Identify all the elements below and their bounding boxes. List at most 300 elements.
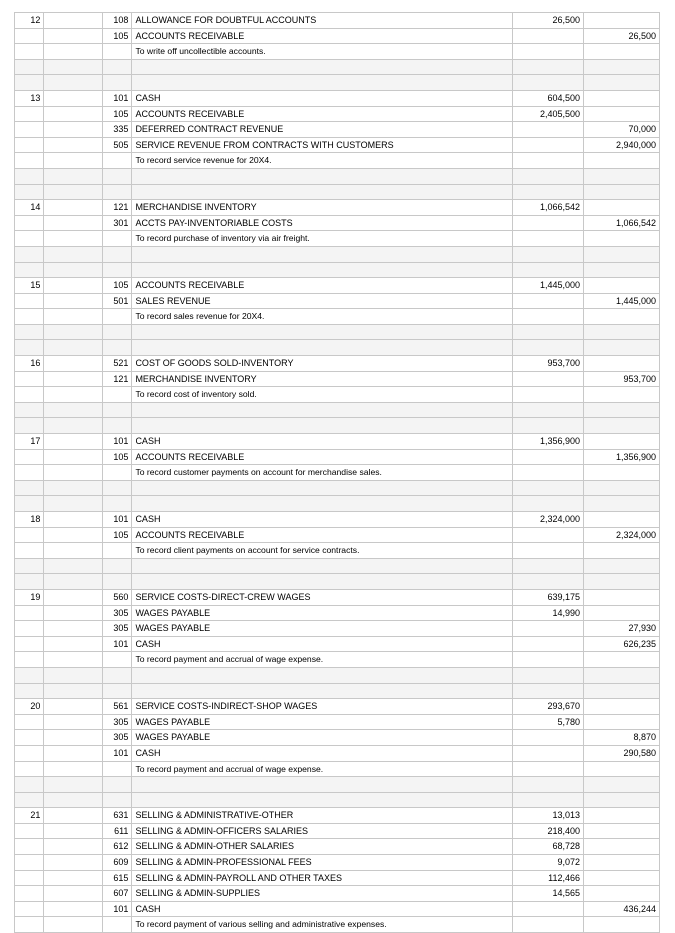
account-description-cell[interactable]: SELLING & ADMIN-PAYROLL AND OTHER TAXES bbox=[132, 870, 513, 886]
blank-cell[interactable] bbox=[44, 636, 103, 652]
blank-cell[interactable] bbox=[513, 402, 584, 418]
account-description-cell[interactable]: SERVICE COSTS-INDIRECT-SHOP WAGES bbox=[132, 699, 513, 715]
account-number-cell[interactable]: 101 bbox=[103, 901, 132, 917]
account-number-cell[interactable]: 105 bbox=[103, 527, 132, 543]
entry-number-cell[interactable] bbox=[15, 855, 44, 871]
blank-cell[interactable] bbox=[44, 839, 103, 855]
memo-cell[interactable]: To record cost of inventory sold. bbox=[132, 387, 513, 403]
blank-cell[interactable] bbox=[513, 75, 584, 91]
debit-cell[interactable] bbox=[513, 44, 584, 60]
entry-number-cell[interactable] bbox=[15, 714, 44, 730]
credit-cell[interactable]: 1,356,900 bbox=[584, 449, 660, 465]
blank-cell[interactable] bbox=[44, 402, 103, 418]
blank-cell[interactable] bbox=[584, 777, 660, 793]
account-description-cell[interactable]: ACCOUNTS RECEIVABLE bbox=[132, 106, 513, 122]
blank-cell[interactable] bbox=[103, 246, 132, 262]
account-number-cell[interactable]: 631 bbox=[103, 808, 132, 824]
debit-cell[interactable]: 26,500 bbox=[513, 13, 584, 29]
entry-number-cell[interactable] bbox=[15, 917, 44, 933]
entry-number-cell[interactable] bbox=[15, 652, 44, 668]
credit-cell[interactable] bbox=[584, 200, 660, 216]
account-description-cell[interactable]: ACCOUNTS RECEIVABLE bbox=[132, 527, 513, 543]
blank-cell[interactable] bbox=[44, 823, 103, 839]
blank-cell[interactable] bbox=[132, 59, 513, 75]
account-number-cell[interactable]: 611 bbox=[103, 823, 132, 839]
account-description-cell[interactable]: CASH bbox=[132, 901, 513, 917]
blank-cell[interactable] bbox=[132, 777, 513, 793]
account-number-cell[interactable]: 521 bbox=[103, 356, 132, 372]
blank-cell[interactable] bbox=[44, 558, 103, 574]
blank-cell[interactable] bbox=[103, 324, 132, 340]
credit-cell[interactable] bbox=[584, 605, 660, 621]
debit-cell[interactable] bbox=[513, 652, 584, 668]
entry-number-cell[interactable] bbox=[15, 371, 44, 387]
blank-cell[interactable] bbox=[132, 324, 513, 340]
blank-cell[interactable] bbox=[44, 215, 103, 231]
entry-number-cell[interactable] bbox=[15, 605, 44, 621]
blank-cell[interactable] bbox=[132, 558, 513, 574]
account-description-cell[interactable]: WAGES PAYABLE bbox=[132, 621, 513, 637]
account-description-cell[interactable]: MERCHANDISE INVENTORY bbox=[132, 200, 513, 216]
blank-cell[interactable] bbox=[44, 13, 103, 29]
blank-cell[interactable] bbox=[44, 745, 103, 761]
credit-cell[interactable]: 70,000 bbox=[584, 122, 660, 138]
blank-cell[interactable] bbox=[44, 59, 103, 75]
entry-number-cell[interactable] bbox=[15, 636, 44, 652]
blank-cell[interactable] bbox=[44, 870, 103, 886]
account-number-cell[interactable]: 121 bbox=[103, 200, 132, 216]
credit-cell[interactable] bbox=[584, 231, 660, 247]
blank-cell[interactable] bbox=[44, 917, 103, 933]
entry-number-cell[interactable] bbox=[15, 44, 44, 60]
blank-cell[interactable] bbox=[44, 184, 103, 200]
account-number-cell[interactable]: 501 bbox=[103, 293, 132, 309]
entry-number-cell[interactable]: 13 bbox=[15, 90, 44, 106]
blank-cell[interactable] bbox=[44, 246, 103, 262]
blank-cell[interactable] bbox=[513, 324, 584, 340]
account-number-cell[interactable]: 335 bbox=[103, 122, 132, 138]
blank-cell[interactable] bbox=[44, 137, 103, 153]
debit-cell[interactable] bbox=[513, 761, 584, 777]
debit-cell[interactable] bbox=[513, 293, 584, 309]
blank-cell[interactable] bbox=[513, 777, 584, 793]
entry-number-cell[interactable]: 14 bbox=[15, 200, 44, 216]
memo-cell[interactable]: To record payment and accrual of wage expense. bbox=[132, 761, 513, 777]
blank-cell[interactable] bbox=[132, 262, 513, 278]
blank-cell[interactable] bbox=[584, 402, 660, 418]
blank-cell[interactable] bbox=[44, 44, 103, 60]
blank-cell[interactable] bbox=[44, 356, 103, 372]
account-number-cell[interactable] bbox=[103, 309, 132, 325]
entry-number-cell[interactable] bbox=[15, 730, 44, 746]
credit-cell[interactable] bbox=[584, 823, 660, 839]
blank-cell[interactable] bbox=[44, 90, 103, 106]
account-number-cell[interactable]: 305 bbox=[103, 621, 132, 637]
account-number-cell[interactable]: 607 bbox=[103, 886, 132, 902]
entry-number-cell[interactable] bbox=[15, 28, 44, 44]
account-number-cell[interactable]: 505 bbox=[103, 137, 132, 153]
blank-cell[interactable] bbox=[44, 387, 103, 403]
account-description-cell[interactable]: ACCOUNTS RECEIVABLE bbox=[132, 449, 513, 465]
account-description-cell[interactable]: WAGES PAYABLE bbox=[132, 730, 513, 746]
account-number-cell[interactable]: 101 bbox=[103, 90, 132, 106]
account-description-cell[interactable]: WAGES PAYABLE bbox=[132, 605, 513, 621]
blank-cell[interactable] bbox=[44, 168, 103, 184]
blank-cell[interactable] bbox=[15, 184, 44, 200]
blank-cell[interactable] bbox=[44, 293, 103, 309]
entry-number-cell[interactable] bbox=[15, 122, 44, 138]
debit-cell[interactable]: 639,175 bbox=[513, 589, 584, 605]
credit-cell[interactable]: 1,445,000 bbox=[584, 293, 660, 309]
blank-cell[interactable] bbox=[513, 558, 584, 574]
account-number-cell[interactable] bbox=[103, 465, 132, 481]
blank-cell[interactable] bbox=[15, 75, 44, 91]
blank-cell[interactable] bbox=[44, 480, 103, 496]
blank-cell[interactable] bbox=[44, 855, 103, 871]
blank-cell[interactable] bbox=[103, 558, 132, 574]
account-description-cell[interactable]: WAGES PAYABLE bbox=[132, 714, 513, 730]
entry-number-cell[interactable] bbox=[15, 153, 44, 169]
entry-number-cell[interactable] bbox=[15, 231, 44, 247]
entry-number-cell[interactable] bbox=[15, 761, 44, 777]
blank-cell[interactable] bbox=[103, 340, 132, 356]
blank-cell[interactable] bbox=[15, 262, 44, 278]
blank-cell[interactable] bbox=[44, 75, 103, 91]
credit-cell[interactable] bbox=[584, 870, 660, 886]
debit-cell[interactable]: 14,990 bbox=[513, 605, 584, 621]
credit-cell[interactable]: 27,930 bbox=[584, 621, 660, 637]
debit-cell[interactable]: 953,700 bbox=[513, 356, 584, 372]
account-description-cell[interactable]: COST OF GOODS SOLD-INVENTORY bbox=[132, 356, 513, 372]
blank-cell[interactable] bbox=[103, 168, 132, 184]
blank-cell[interactable] bbox=[44, 527, 103, 543]
account-number-cell[interactable] bbox=[103, 44, 132, 60]
memo-cell[interactable]: To record client payments on account for service contracts. bbox=[132, 543, 513, 559]
account-description-cell[interactable]: MERCHANDISE INVENTORY bbox=[132, 371, 513, 387]
blank-cell[interactable] bbox=[15, 683, 44, 699]
entry-number-cell[interactable] bbox=[15, 106, 44, 122]
blank-cell[interactable] bbox=[15, 558, 44, 574]
blank-cell[interactable] bbox=[103, 574, 132, 590]
memo-cell[interactable]: To record payment of various selling and administrative expenses. bbox=[132, 917, 513, 933]
debit-cell[interactable]: 604,500 bbox=[513, 90, 584, 106]
account-number-cell[interactable]: 101 bbox=[103, 636, 132, 652]
blank-cell[interactable] bbox=[584, 792, 660, 808]
memo-cell[interactable]: To record purchase of inventory via air freight. bbox=[132, 231, 513, 247]
blank-cell[interactable] bbox=[44, 589, 103, 605]
account-number-cell[interactable]: 561 bbox=[103, 699, 132, 715]
blank-cell[interactable] bbox=[103, 683, 132, 699]
account-number-cell[interactable] bbox=[103, 652, 132, 668]
debit-cell[interactable]: 1,066,542 bbox=[513, 200, 584, 216]
account-number-cell[interactable] bbox=[103, 231, 132, 247]
debit-cell[interactable] bbox=[513, 527, 584, 543]
debit-cell[interactable] bbox=[513, 371, 584, 387]
credit-cell[interactable] bbox=[584, 309, 660, 325]
blank-cell[interactable] bbox=[103, 480, 132, 496]
debit-cell[interactable] bbox=[513, 231, 584, 247]
blank-cell[interactable] bbox=[44, 652, 103, 668]
debit-cell[interactable] bbox=[513, 137, 584, 153]
credit-cell[interactable]: 2,324,000 bbox=[584, 527, 660, 543]
blank-cell[interactable] bbox=[132, 574, 513, 590]
blank-cell[interactable] bbox=[44, 667, 103, 683]
entry-number-cell[interactable] bbox=[15, 465, 44, 481]
account-description-cell[interactable]: SELLING & ADMIN-SUPPLIES bbox=[132, 886, 513, 902]
blank-cell[interactable] bbox=[44, 434, 103, 450]
blank-cell[interactable] bbox=[132, 667, 513, 683]
account-number-cell[interactable]: 101 bbox=[103, 512, 132, 528]
credit-cell[interactable] bbox=[584, 44, 660, 60]
entry-number-cell[interactable] bbox=[15, 137, 44, 153]
account-description-cell[interactable]: CASH bbox=[132, 512, 513, 528]
account-number-cell[interactable]: 105 bbox=[103, 28, 132, 44]
entry-number-cell[interactable] bbox=[15, 870, 44, 886]
blank-cell[interactable] bbox=[103, 792, 132, 808]
blank-cell[interactable] bbox=[584, 667, 660, 683]
blank-cell[interactable] bbox=[132, 246, 513, 262]
blank-cell[interactable] bbox=[15, 496, 44, 512]
account-number-cell[interactable]: 101 bbox=[103, 745, 132, 761]
debit-cell[interactable]: 218,400 bbox=[513, 823, 584, 839]
entry-number-cell[interactable]: 21 bbox=[15, 808, 44, 824]
account-number-cell[interactable]: 105 bbox=[103, 106, 132, 122]
debit-cell[interactable] bbox=[513, 901, 584, 917]
blank-cell[interactable] bbox=[44, 418, 103, 434]
blank-cell[interactable] bbox=[584, 558, 660, 574]
blank-cell[interactable] bbox=[44, 761, 103, 777]
blank-cell[interactable] bbox=[44, 262, 103, 278]
blank-cell[interactable] bbox=[15, 246, 44, 262]
account-description-cell[interactable]: SELLING & ADMINISTRATIVE-OTHER bbox=[132, 808, 513, 824]
blank-cell[interactable] bbox=[44, 309, 103, 325]
blank-cell[interactable] bbox=[44, 28, 103, 44]
account-number-cell[interactable]: 305 bbox=[103, 730, 132, 746]
blank-cell[interactable] bbox=[15, 480, 44, 496]
credit-cell[interactable] bbox=[584, 106, 660, 122]
entry-number-cell[interactable]: 20 bbox=[15, 699, 44, 715]
account-description-cell[interactable]: ACCOUNTS RECEIVABLE bbox=[132, 28, 513, 44]
blank-cell[interactable] bbox=[584, 168, 660, 184]
debit-cell[interactable]: 9,072 bbox=[513, 855, 584, 871]
credit-cell[interactable]: 1,066,542 bbox=[584, 215, 660, 231]
blank-cell[interactable] bbox=[584, 184, 660, 200]
blank-cell[interactable] bbox=[513, 683, 584, 699]
credit-cell[interactable] bbox=[584, 839, 660, 855]
account-description-cell[interactable]: SERVICE REVENUE FROM CONTRACTS WITH CUSTOMERS bbox=[132, 137, 513, 153]
account-number-cell[interactable]: 105 bbox=[103, 449, 132, 465]
blank-cell[interactable] bbox=[44, 886, 103, 902]
account-description-cell[interactable]: ACCTS PAY-INVENTORIABLE COSTS bbox=[132, 215, 513, 231]
credit-cell[interactable] bbox=[584, 699, 660, 715]
account-description-cell[interactable]: SERVICE COSTS-DIRECT-CREW WAGES bbox=[132, 589, 513, 605]
blank-cell[interactable] bbox=[513, 340, 584, 356]
blank-cell[interactable] bbox=[513, 496, 584, 512]
blank-cell[interactable] bbox=[44, 200, 103, 216]
blank-cell[interactable] bbox=[44, 683, 103, 699]
blank-cell[interactable] bbox=[584, 262, 660, 278]
memo-cell[interactable]: To record customer payments on account for merchandise sales. bbox=[132, 465, 513, 481]
entry-number-cell[interactable]: 19 bbox=[15, 589, 44, 605]
debit-cell[interactable]: 2,324,000 bbox=[513, 512, 584, 528]
blank-cell[interactable] bbox=[15, 777, 44, 793]
credit-cell[interactable] bbox=[584, 356, 660, 372]
blank-cell[interactable] bbox=[132, 402, 513, 418]
account-description-cell[interactable]: CASH bbox=[132, 434, 513, 450]
blank-cell[interactable] bbox=[15, 402, 44, 418]
credit-cell[interactable]: 626,235 bbox=[584, 636, 660, 652]
credit-cell[interactable] bbox=[584, 855, 660, 871]
credit-cell[interactable]: 953,700 bbox=[584, 371, 660, 387]
credit-cell[interactable] bbox=[584, 886, 660, 902]
blank-cell[interactable] bbox=[513, 418, 584, 434]
blank-cell[interactable] bbox=[584, 340, 660, 356]
entry-number-cell[interactable] bbox=[15, 293, 44, 309]
blank-cell[interactable] bbox=[103, 402, 132, 418]
blank-cell[interactable] bbox=[44, 699, 103, 715]
blank-cell[interactable] bbox=[584, 75, 660, 91]
credit-cell[interactable] bbox=[584, 434, 660, 450]
debit-cell[interactable] bbox=[513, 730, 584, 746]
debit-cell[interactable]: 68,728 bbox=[513, 839, 584, 855]
credit-cell[interactable] bbox=[584, 808, 660, 824]
blank-cell[interactable] bbox=[44, 605, 103, 621]
debit-cell[interactable] bbox=[513, 215, 584, 231]
debit-cell[interactable] bbox=[513, 636, 584, 652]
credit-cell[interactable] bbox=[584, 278, 660, 294]
entry-number-cell[interactable] bbox=[15, 886, 44, 902]
credit-cell[interactable] bbox=[584, 917, 660, 933]
blank-cell[interactable] bbox=[44, 808, 103, 824]
blank-cell[interactable] bbox=[513, 168, 584, 184]
debit-cell[interactable] bbox=[513, 449, 584, 465]
blank-cell[interactable] bbox=[584, 480, 660, 496]
blank-cell[interactable] bbox=[132, 683, 513, 699]
blank-cell[interactable] bbox=[44, 901, 103, 917]
credit-cell[interactable] bbox=[584, 153, 660, 169]
account-number-cell[interactable] bbox=[103, 153, 132, 169]
credit-cell[interactable] bbox=[584, 465, 660, 481]
blank-cell[interactable] bbox=[15, 59, 44, 75]
debit-cell[interactable] bbox=[513, 387, 584, 403]
debit-cell[interactable]: 1,356,900 bbox=[513, 434, 584, 450]
account-description-cell[interactable]: CASH bbox=[132, 90, 513, 106]
entry-number-cell[interactable] bbox=[15, 839, 44, 855]
blank-cell[interactable] bbox=[513, 792, 584, 808]
entry-number-cell[interactable] bbox=[15, 309, 44, 325]
credit-cell[interactable] bbox=[584, 90, 660, 106]
account-description-cell[interactable]: SALES REVENUE bbox=[132, 293, 513, 309]
debit-cell[interactable]: 13,013 bbox=[513, 808, 584, 824]
blank-cell[interactable] bbox=[513, 480, 584, 496]
blank-cell[interactable] bbox=[15, 667, 44, 683]
blank-cell[interactable] bbox=[103, 184, 132, 200]
account-number-cell[interactable]: 560 bbox=[103, 589, 132, 605]
credit-cell[interactable] bbox=[584, 543, 660, 559]
account-number-cell[interactable]: 108 bbox=[103, 13, 132, 29]
account-number-cell[interactable]: 609 bbox=[103, 855, 132, 871]
blank-cell[interactable] bbox=[103, 418, 132, 434]
entry-number-cell[interactable] bbox=[15, 449, 44, 465]
account-number-cell[interactable]: 121 bbox=[103, 371, 132, 387]
entry-number-cell[interactable]: 18 bbox=[15, 512, 44, 528]
blank-cell[interactable] bbox=[15, 168, 44, 184]
debit-cell[interactable] bbox=[513, 122, 584, 138]
blank-cell[interactable] bbox=[103, 777, 132, 793]
entry-number-cell[interactable] bbox=[15, 387, 44, 403]
blank-cell[interactable] bbox=[44, 278, 103, 294]
blank-cell[interactable] bbox=[44, 324, 103, 340]
entry-number-cell[interactable] bbox=[15, 215, 44, 231]
debit-cell[interactable] bbox=[513, 28, 584, 44]
debit-cell[interactable] bbox=[513, 543, 584, 559]
blank-cell[interactable] bbox=[513, 262, 584, 278]
blank-cell[interactable] bbox=[513, 246, 584, 262]
account-description-cell[interactable]: CASH bbox=[132, 745, 513, 761]
blank-cell[interactable] bbox=[44, 512, 103, 528]
account-description-cell[interactable]: CASH bbox=[132, 636, 513, 652]
blank-cell[interactable] bbox=[15, 418, 44, 434]
blank-cell[interactable] bbox=[103, 667, 132, 683]
credit-cell[interactable]: 290,580 bbox=[584, 745, 660, 761]
credit-cell[interactable] bbox=[584, 652, 660, 668]
memo-cell[interactable]: To write off uncollectible accounts. bbox=[132, 44, 513, 60]
blank-cell[interactable] bbox=[584, 683, 660, 699]
debit-cell[interactable] bbox=[513, 153, 584, 169]
blank-cell[interactable] bbox=[15, 340, 44, 356]
account-number-cell[interactable]: 615 bbox=[103, 870, 132, 886]
entry-number-cell[interactable] bbox=[15, 621, 44, 637]
blank-cell[interactable] bbox=[584, 324, 660, 340]
blank-cell[interactable] bbox=[44, 449, 103, 465]
blank-cell[interactable] bbox=[132, 184, 513, 200]
blank-cell[interactable] bbox=[44, 340, 103, 356]
blank-cell[interactable] bbox=[103, 262, 132, 278]
blank-cell[interactable] bbox=[513, 59, 584, 75]
account-description-cell[interactable]: ACCOUNTS RECEIVABLE bbox=[132, 278, 513, 294]
memo-cell[interactable]: To record payment and accrual of wage expense. bbox=[132, 652, 513, 668]
memo-cell[interactable]: To record service revenue for 20X4. bbox=[132, 153, 513, 169]
debit-cell[interactable]: 14,565 bbox=[513, 886, 584, 902]
credit-cell[interactable] bbox=[584, 761, 660, 777]
blank-cell[interactable] bbox=[584, 574, 660, 590]
blank-cell[interactable] bbox=[44, 574, 103, 590]
account-number-cell[interactable]: 105 bbox=[103, 278, 132, 294]
blank-cell[interactable] bbox=[103, 75, 132, 91]
blank-cell[interactable] bbox=[132, 418, 513, 434]
account-number-cell[interactable] bbox=[103, 917, 132, 933]
blank-cell[interactable] bbox=[44, 465, 103, 481]
blank-cell[interactable] bbox=[103, 496, 132, 512]
account-number-cell[interactable] bbox=[103, 761, 132, 777]
entry-number-cell[interactable]: 12 bbox=[15, 13, 44, 29]
blank-cell[interactable] bbox=[44, 371, 103, 387]
debit-cell[interactable] bbox=[513, 621, 584, 637]
blank-cell[interactable] bbox=[513, 184, 584, 200]
blank-cell[interactable] bbox=[584, 418, 660, 434]
blank-cell[interactable] bbox=[132, 496, 513, 512]
memo-cell[interactable]: To record sales revenue for 20X4. bbox=[132, 309, 513, 325]
account-description-cell[interactable]: ALLOWANCE FOR DOUBTFUL ACCOUNTS bbox=[132, 13, 513, 29]
account-description-cell[interactable]: SELLING & ADMIN-OFFICERS SALARIES bbox=[132, 823, 513, 839]
debit-cell[interactable]: 5,780 bbox=[513, 714, 584, 730]
entry-number-cell[interactable]: 15 bbox=[15, 278, 44, 294]
debit-cell[interactable]: 112,466 bbox=[513, 870, 584, 886]
account-number-cell[interactable]: 101 bbox=[103, 434, 132, 450]
blank-cell[interactable] bbox=[44, 153, 103, 169]
entry-number-cell[interactable] bbox=[15, 745, 44, 761]
blank-cell[interactable] bbox=[44, 231, 103, 247]
